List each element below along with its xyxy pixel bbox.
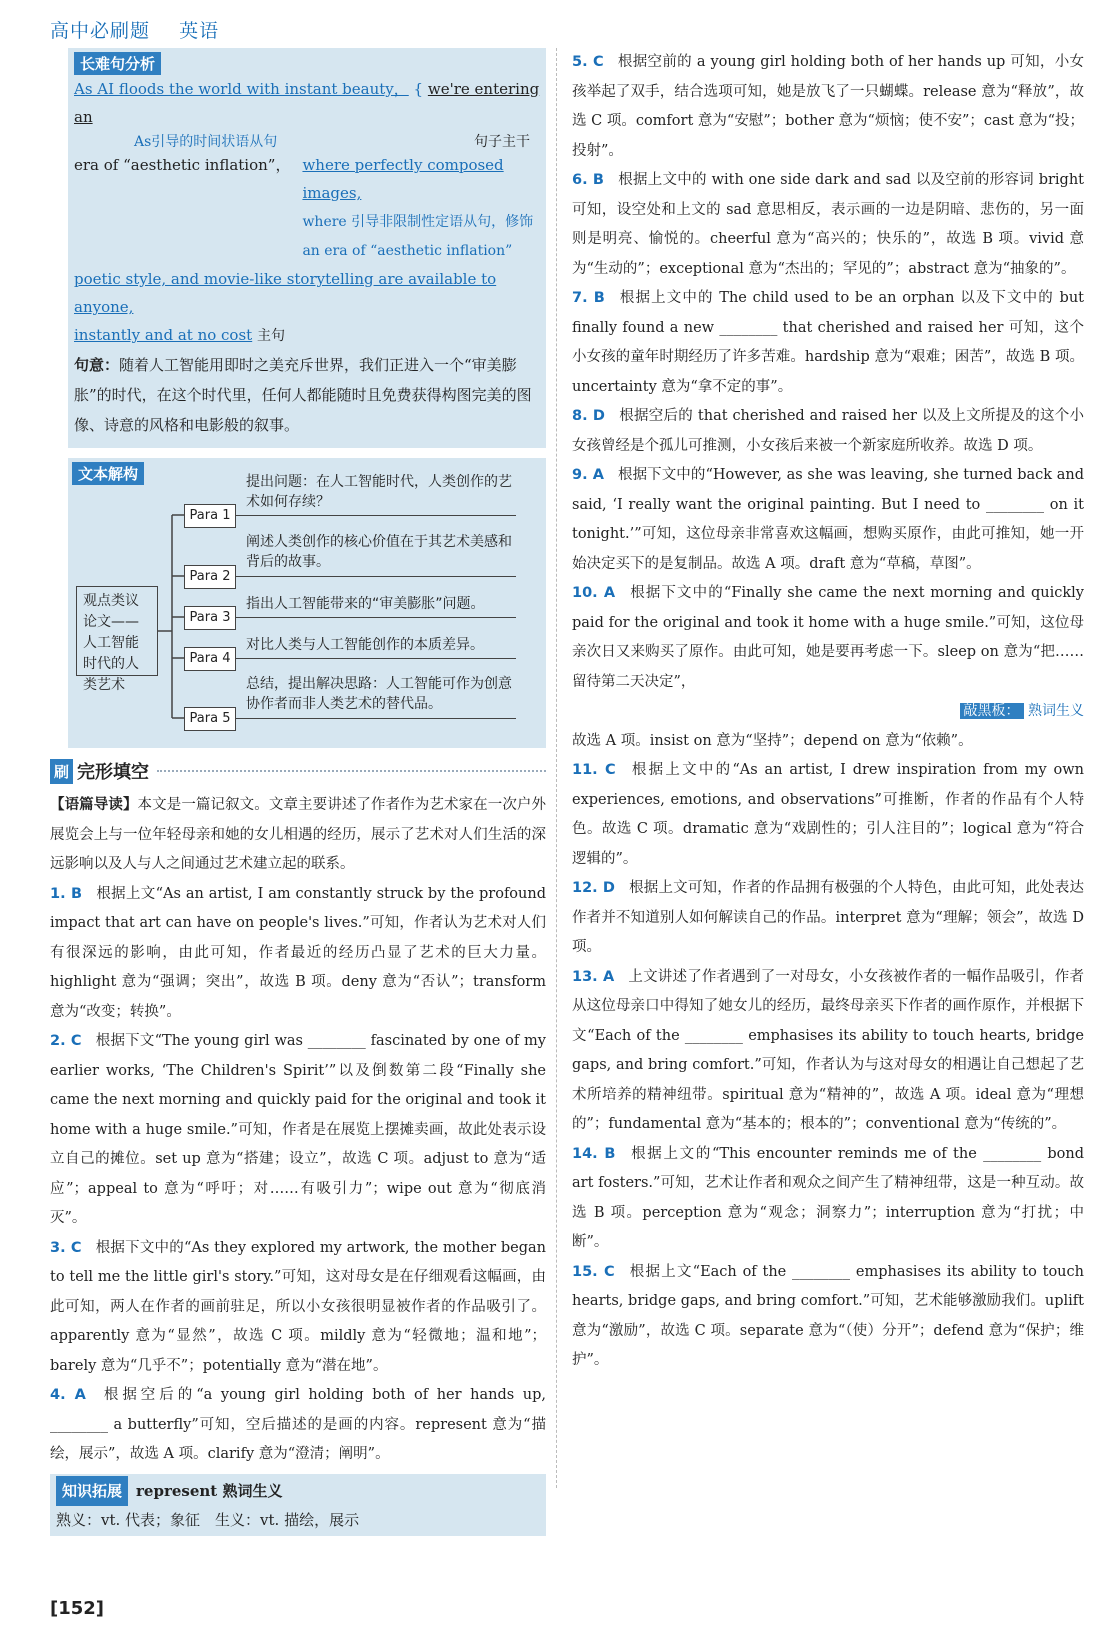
annotation-main-clause: 主句 [256,328,285,344]
answer-item-8: 8. D 根据空后的 that cherished and raised her 以及上文所提及的这个小女孩曾经是个孤儿可推测，小女孩后来被一个新家庭所收养。故选 D 项。 [572,408,1084,454]
answer-item-10-cont: 故选 A 项。insist on 意为“坚持”；depend on 意为“依赖”。 [572,732,973,749]
annotation-as-clause: As引导的时间状语从句 [134,134,278,150]
para-node-1: Para 1 [184,504,236,528]
answer-item-10: 10. A 根据下文中的“Finally she came the next morning and quickly paid for the original and took it home with a huge smile.”可知，这位母亲次日又来购买了原作。由此可知，她是要再考虑一下。sleep on 意为“把……留待第二天决定”， [572,585,1084,690]
para-node-3: Para 3 [184,606,236,630]
long-sentence-box: 长难句分析 As AI floods the world with instant beauty， { we're entering an As引导的时间状语从句 句子主干 era of “aesthetic inflation”， where perfectly composed images, where 引导非限制性定语从句，修饰 an era of “aesthetic inflation” poetic style, and movie-like storytelling are available to anyone, instantly and at no cost 主句 句意：随着人工智能用即时之美充斥世界，我们正进入一个“审美膨胀”的时代，在这个时代里，任何人都能随时且免费获得构图完美的图像、诗意的风格和电影般的叙事。 [68,48,546,448]
annotation-main: 句子主干 [474,134,530,150]
cloze-title: 完形填空 [77,762,150,783]
cloze-section-title [50,758,546,784]
text-structure-label: 文本解构 [72,462,144,485]
para-desc-5: 总结，提出解决思路：人工智能可作为创意协作者而非人类艺术的替代品。 [246,676,512,712]
para-desc-4: 对比人类与人工智能创作的本质差异。 [246,637,484,653]
book-title: 高中必刷题 [50,20,151,42]
sentence-line1: As AI floods the world with instant beauty， [74,80,409,98]
answer-item-6: 6. B 根据上文中的 with one side dark and sad 以及空前的形容词 bright 可知，设空处和上文的 sad 意思相反，表示画的一边是阴暗、悲伤的，另一面则是明亮、愉悦的。cheerful 意为“高兴的；快乐的”，故选 B 项。vivid 意为“生动的”；exceptional 意为“杰出的；罕见的”；abstract 意为“抽象的”。 [572,172,1084,277]
page-number: [152] [50,1598,105,1619]
answer-item-2: 2. C 根据下文“The young girl was ________ fascinated by one of my earlier works, ‘The Children's Spirit’”以及倒数第二段“Finally she came the next morning and quickly paid for the original and took it home with a huge smile.”可知，作者是在展览上摆摊卖画，故此处表示设立自己的摊位。set up 意为“搭建；设立”，故选 C 项。adjust to 意为“适应”；appeal to 意为“呼吁；对……有吸引力”；wipe out 意为“彻底消灭”。 [50,1033,546,1226]
left-column [50,48,546,1536]
meaning-text: 随着人工智能用即时之美充斥世界，我们正进入一个“审美膨胀”的时代，在这个时代里，任何人都能随时且免费获得构图完美的图像、诗意的风格和电影般的叙事。 [74,356,532,434]
subject-title: 英语 [179,20,220,42]
column-divider [556,48,557,1488]
sentence-line4: instantly and at no cost [74,326,253,344]
knowledge-content: 熟义：vt. 代表；象征 生义：vt. 描绘，展示 [56,1510,360,1529]
answer-list-left [50,880,546,1536]
diagram-central-node: 观点类议论文——人工智能时代的人类艺术 [76,586,158,676]
sentence-line3: poetic style, and movie-like storytelling are available to anyone, [74,270,497,316]
sentence-line2b: where perfectly composed images, [302,156,504,202]
intro-label: 【语篇导读】 [50,796,138,813]
para-node-4: Para 4 [184,647,236,671]
answer-item-13: 13. A 上文讲述了作者遇到了一对母女，小女孩被作者的一幅作品吸引，作者从这位母亲口中得知了她女儿的经历，最终母亲买下作者的画作原作，并根据下文“Each of the ________ emphasises its ability to touch hearts, bridge gaps, and bring comfort.”可知，作者认为与这对母女的相遇让自己想起了艺术所培养的精神纽带。spiritual 意为“精神的”，故选 A 项。ideal 意为“理想的”；fundamental 意为“基本的；根本的”；conventional 意为“传统的”。 [572,968,1084,1132]
sentence-line1b: we're entering an [74,80,540,126]
blackboard-text: 熟词生义 [1028,703,1084,719]
answer-item-12: 12. D 根据上文可知，作者的作品拥有极强的个人特色，由此可知，此处表达作者并不知道别人如何解读自己的作品。interpret 意为“理解；领会”，故选 D 项。 [572,880,1084,955]
answer-item-9: 9. A 根据下文中的“However, as she was leaving, she turned back and said, ‘I really want the original painting. But I need to ________ on it tonight.’”可知，这位母亲非常喜欢这幅画，想购买原作，由此可推知，她一开始决定买下的是复制品。故选 A 项。draft 意为“草稿，草图”。 [572,467,1085,572]
knowledge-label: 知识拓展 [56,1476,128,1506]
answer-item-1: 1. B 根据上文“As an artist, I am constantly struck by the profound impact that art can have on people's lives.”可知，作者认为艺术对人们有很深远的影响，由此可知，作者最近的经历凸显了艺术的巨大力量。highlight 意为“强调；突出”，故选 B 项。deny 意为“否认”；transform 意为“改变；转换”。 [50,885,546,1020]
blackboard-label: 敲黑板： [960,703,1024,719]
knowledge-box [50,1474,546,1536]
answer-item-3: 3. C 根据下文中的“As they explored my artwork, the mother began to tell me the little girl's story.”可知，这对母女是在仔细观看这幅画，由此可知，两人在作者的画前驻足，所以小女孩很明显被作者的作品吸引了。apparently 意为“显然”，故选 C 项。mildly 意为“轻微地；温和地”；barely 意为“几乎不”；potentially 意为“潜在地”。 [50,1239,546,1374]
long-sentence-label: 长难句分析 [74,52,161,75]
para-desc-1: 提出问题：在人工智能时代，人类创作的艺术如何存续？ [246,474,512,510]
para-node-5: Para 5 [184,707,236,731]
right-column [572,48,1084,1376]
answer-item-5: 5. C 根据空前的 a young girl holding both of her hands up 可知，小女孩举起了双手，结合选项可知，她是放飞了一只蝴蝶。release 意为“释放”，故选 C 项。comfort 意为“安慰”；bother 意为“烦恼；使不安”；cast 意为“投；投射”。 [572,54,1084,159]
para-desc-2: 阐述人类创作的核心价值在于其艺术美感和背后的故事。 [246,534,512,570]
cloze-intro [50,790,546,880]
blackboard-note [572,697,1084,727]
text-structure-diagram [68,458,546,748]
answer-item-4: 4. A 根据空后的“a young girl holding both of her hands up, ________ a butterfly”可知，空后描述的是画的内容。represent 意为“描绘，展示”，故选 A 项。clarify 意为“澄清；阐明”。 [50,1387,546,1462]
answer-item-15: 15. C 根据上文“Each of the ________ emphasises its ability to touch hearts, bridge gaps, and bring comfort.”可知，艺术能够激励我们。uplift 意为“激励”，故选 C 项。separate 意为“（使）分开”；defend 意为“保护；维护”。 [572,1263,1084,1368]
meaning-label: 句意： [74,356,120,374]
para-node-2: Para 2 [184,565,236,589]
knowledge-title: represent 熟词生义 [136,1481,283,1500]
answer-item-11: 11. C 根据上文中的“As an artist, I drew inspiration from my own experiences, emotions, and observations”可推断，作者的作品有个人特色。故选 C 项。dramatic 意为“戏剧性的；引人注目的”；logical 意为“符合逻辑的”。 [572,762,1084,867]
annotation-where-clause: where 引导非限制性定语从句，修饰 an era of “aesthetic inflation” [302,214,534,259]
answer-item-14: 14. B 根据上文的“This encounter reminds me of the ________ bond art fosters.”可知，艺术让作者和观众之间产生了精神纽带，这是一种互动。故选 B 项。perception 意为“观念；洞察力”；interruption 意为“打扰；中断”。 [572,1145,1084,1250]
page-header [50,16,241,43]
intro-text: 本文是一篇记叙文。文章主要讲述了作者作为艺术家在一次户外展览会上与一位年轻母亲和她的女儿相遇的经历，展示了艺术对人们生活的深远影响以及人与人之间通过艺术建立起的联系。 [50,797,546,872]
para-desc-3: 指出人工智能带来的“审美膨胀”问题。 [246,596,485,612]
sentence-line2: era of “aesthetic inflation”， [74,156,291,174]
answer-item-7: 7. B 根据上文中的 The child used to be an orphan 以及下文中的 but finally found a new ________ that cherished and raised her 可知，这个小女孩的童年时期经历了许多苦难。hardship 意为“艰难；困苦”，故选 B 项。uncertainty 意为“拿不定的事”。 [572,290,1084,395]
cloze-badge: 刷 [50,759,73,784]
